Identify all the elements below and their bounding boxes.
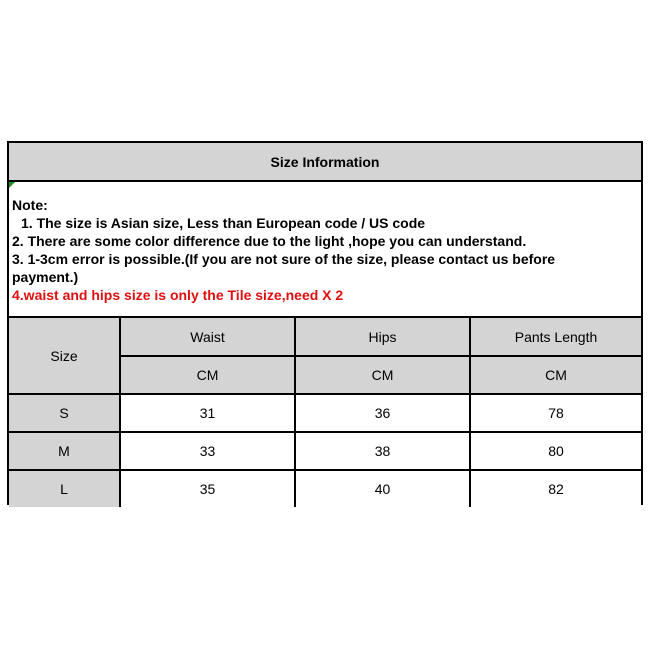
pants-length-column-header: Pants Length [470, 318, 641, 356]
table-row [9, 394, 641, 432]
waist-value: 33 [120, 432, 295, 470]
size-chart-title: Size Information [9, 143, 641, 182]
note-line-3-continued: payment.) [12, 269, 79, 285]
table-row [9, 470, 641, 507]
hips-value: 40 [295, 470, 470, 507]
size-column-header: Size [9, 318, 120, 394]
hips-value: 36 [295, 394, 470, 432]
waist-value: 31 [120, 394, 295, 432]
hips-value: 38 [295, 432, 470, 470]
hips-unit: CM [295, 356, 470, 394]
pants-length-unit: CM [470, 356, 641, 394]
waist-value: 35 [120, 470, 295, 507]
pants-length-value: 82 [470, 470, 641, 507]
waist-column-header: Waist [120, 318, 295, 356]
pants-length-value: 78 [470, 394, 641, 432]
notes-heading: Note: [12, 197, 48, 213]
hips-column-header: Hips [295, 318, 470, 356]
cell-marker-icon [9, 182, 15, 188]
note-line-3: 3. 1-3cm error is possible.(If you are not sure of the size, please contact us before [12, 251, 556, 267]
notes-section [9, 182, 641, 318]
table-row [9, 432, 641, 470]
size-label: L [9, 470, 120, 507]
note-line-1: 1. The size is Asian size, Less than European code / US code [21, 215, 426, 231]
size-label: S [9, 394, 120, 432]
size-chart [7, 141, 643, 505]
note-line-4: 4.waist and hips size is only the Tile size,need X 2 [12, 287, 344, 303]
waist-unit: CM [120, 356, 295, 394]
size-label: M [9, 432, 120, 470]
size-table [9, 318, 641, 507]
note-line-2: 2. There are some color difference due to the light ,hope you can understand. [12, 233, 527, 249]
pants-length-value: 80 [470, 432, 641, 470]
